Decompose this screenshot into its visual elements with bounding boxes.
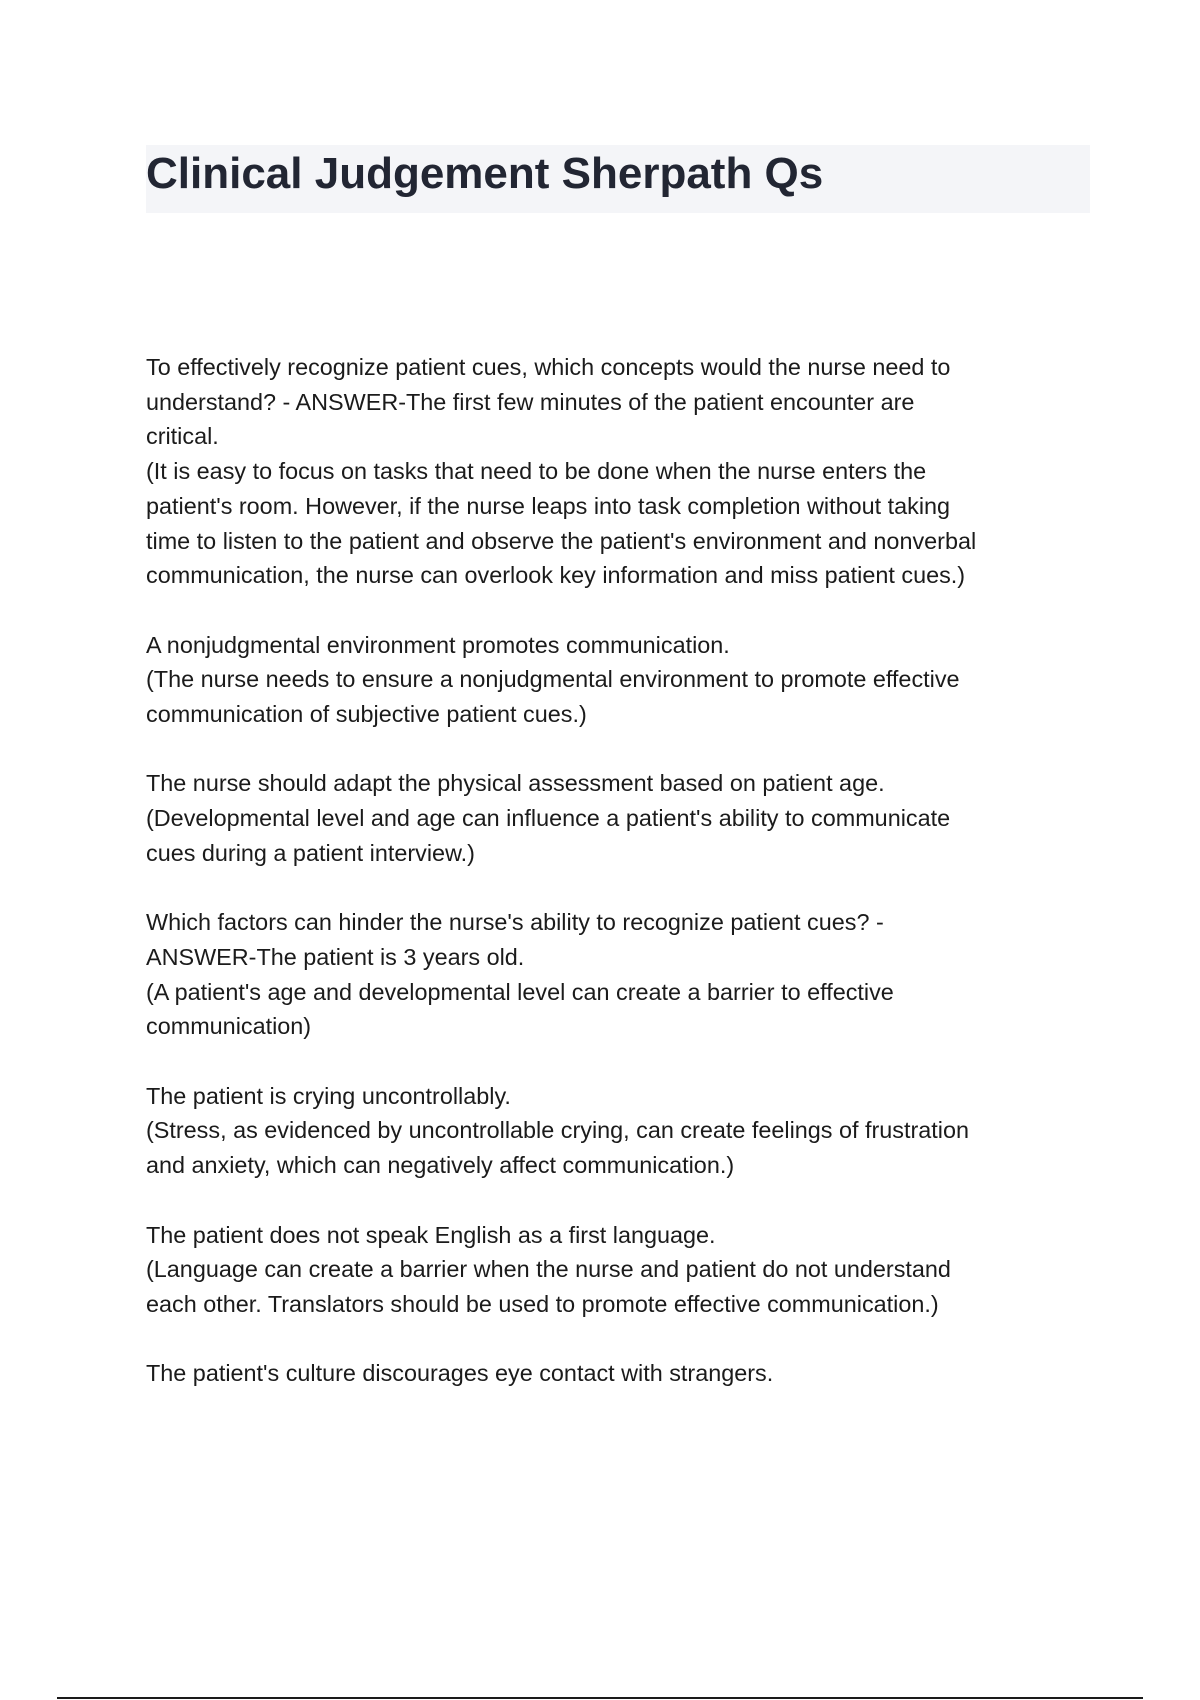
text-line: understand? - ANSWER-The first few minutes of the patient encounter are — [146, 388, 915, 415]
text-line: and anxiety, which can negatively affect communication.) — [146, 1152, 735, 1179]
text-line: (It is easy to focus on tasks that need to be done when the nurse enters the — [146, 458, 927, 485]
paragraph-block — [146, 1356, 1090, 1391]
document-title: Clinical Judgement Sherpath Qs — [146, 149, 824, 198]
text-line: ANSWER-The patient is 3 years old. — [146, 943, 525, 970]
footer-divider — [57, 1697, 1143, 1699]
text-line: each other. Translators should be used to promote effective communication.) — [146, 1290, 939, 1317]
text-line: (Language can create a barrier when the nurse and patient do not understand — [146, 1256, 951, 1283]
text-line: communication of subjective patient cues.) — [146, 701, 587, 728]
text-line: The nurse should adapt the physical assessment based on patient age. — [146, 770, 885, 797]
paragraph-block — [146, 766, 1090, 870]
paragraph-block — [146, 628, 1090, 732]
paragraph-block — [146, 1218, 1090, 1322]
paragraph-block — [146, 350, 1090, 593]
text-line: (Stress, as evidenced by uncontrollable crying, can create feelings of frustration — [146, 1117, 970, 1144]
text-line: (A patient's age and developmental level can create a barrier to effective — [146, 978, 894, 1005]
text-line: A nonjudgmental environment promotes communication. — [146, 631, 730, 658]
text-line: communication) — [146, 1013, 312, 1040]
text-line: patient's room. However, if the nurse leaps into task completion without taking — [146, 492, 951, 519]
text-line: cues during a patient interview.) — [146, 839, 475, 866]
text-line: time to listen to the patient and observe the patient's environment and nonverbal — [146, 527, 977, 554]
text-line: (The nurse needs to ensure a nonjudgmental environment to promote effective — [146, 666, 960, 693]
paragraph-block — [146, 1079, 1090, 1183]
text-line: Which factors can hinder the nurse's ability to recognize patient cues? - — [146, 909, 884, 936]
text-line: communication, the nurse can overlook key information and miss patient cues.) — [146, 562, 966, 589]
paragraph-block — [146, 905, 1090, 1044]
text-line: The patient does not speak English as a first language. — [146, 1221, 716, 1248]
text-line: The patient's culture discourages eye contact with strangers. — [146, 1360, 774, 1387]
text-line: The patient is crying uncontrollably. — [146, 1082, 511, 1109]
document-body — [146, 350, 1090, 1426]
text-line: critical. — [146, 423, 219, 450]
text-line: (Developmental level and age can influence a patient's ability to communicate — [146, 805, 951, 832]
text-line: To effectively recognize patient cues, which concepts would the nurse need to — [146, 354, 951, 380]
